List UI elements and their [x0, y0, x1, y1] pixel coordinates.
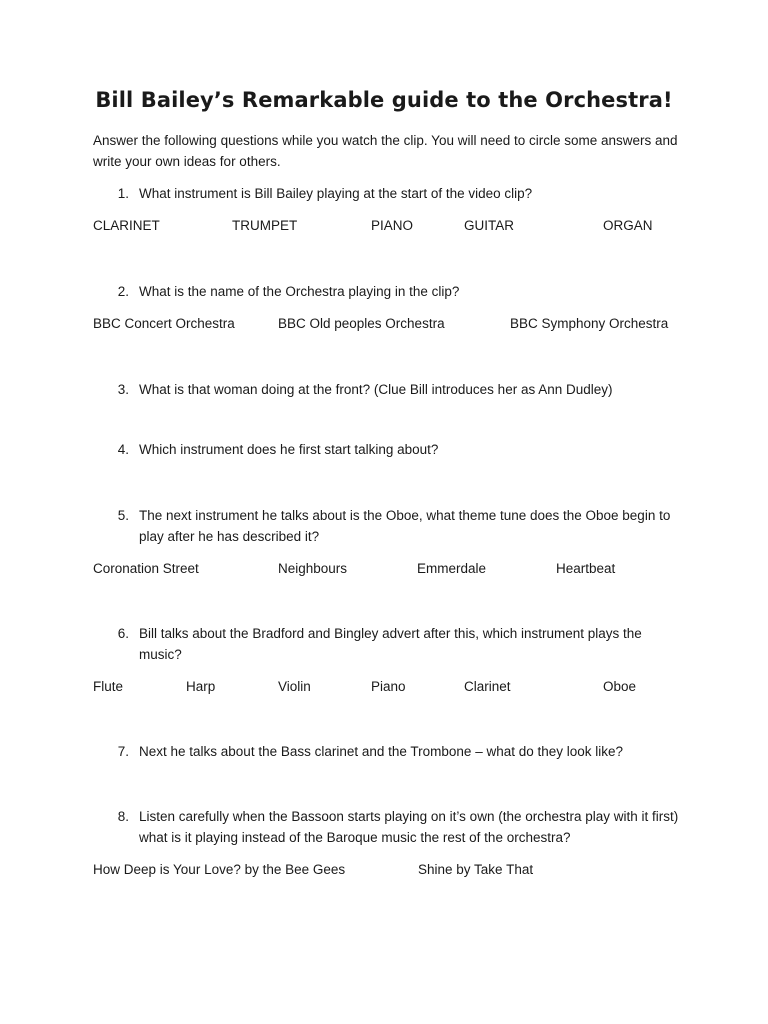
- answer-option[interactable]: Flute: [93, 679, 124, 694]
- question-text: Bill talks about the Bradford and Bingley advert after this, which instrument plays the music?: [139, 626, 642, 662]
- question-number: 1.: [117, 186, 129, 201]
- question-number: 6.: [117, 626, 129, 641]
- answer-option[interactable]: How Deep is Your Love? by the Bee Gees: [93, 862, 346, 877]
- question-number: 4.: [117, 442, 129, 457]
- answer-option[interactable]: Violin: [278, 679, 311, 694]
- answer-option[interactable]: Oboe: [603, 679, 637, 694]
- question-number: 3.: [117, 382, 129, 397]
- question-number: 2.: [117, 284, 129, 299]
- question-number: 7.: [117, 744, 129, 759]
- instructions: Answer the following questions while you watch the clip. You will need to circle some answers and write your own ideas for others.: [93, 133, 678, 169]
- answer-option[interactable]: Heartbeat: [556, 561, 616, 576]
- question-text: The next instrument he talks about is the Oboe, what theme tune does the Oboe begin to play after he has described it?: [139, 508, 671, 544]
- answer-option[interactable]: BBC Concert Orchestra: [93, 316, 235, 331]
- answer-option[interactable]: Coronation Street: [93, 561, 199, 576]
- answer-option[interactable]: CLARINET: [93, 218, 160, 233]
- question-text: What is the name of the Orchestra playing in the clip?: [139, 284, 460, 299]
- answer-option[interactable]: GUITAR: [464, 218, 514, 233]
- question-text: Which instrument does he first start talking about?: [139, 442, 439, 457]
- question-number: 5.: [117, 508, 129, 523]
- answer-option[interactable]: Harp: [186, 679, 216, 694]
- page-title: Bill Bailey’s Remarkable guide to the Orchestra!: [95, 88, 673, 112]
- answer-option[interactable]: PIANO: [371, 218, 414, 233]
- answer-option[interactable]: ORGAN: [603, 218, 653, 233]
- answer-option[interactable]: Clarinet: [464, 679, 511, 694]
- question-text: Next he talks about the Bass clarinet and the Trombone – what do they look like?: [139, 744, 624, 759]
- answer-option[interactable]: Emmerdale: [417, 561, 487, 576]
- answer-option[interactable]: TRUMPET: [232, 218, 298, 233]
- answer-option[interactable]: Shine by Take That: [418, 862, 534, 877]
- question-number: 8.: [117, 809, 129, 824]
- answer-option[interactable]: Neighbours: [278, 561, 348, 576]
- question-text: What instrument is Bill Bailey playing at the start of the video clip?: [139, 186, 533, 201]
- answer-option[interactable]: Piano: [371, 679, 406, 694]
- question-text: Listen carefully when the Bassoon starts playing on it’s own (the orchestra play with it first) what is it playing instead of the Baroque music the rest of the orchestra?: [139, 809, 679, 845]
- question-text: What is that woman doing at the front? (Clue Bill introduces her as Ann Dudley): [139, 382, 613, 397]
- answer-option[interactable]: BBC Old peoples Orchestra: [278, 316, 445, 331]
- answer-option[interactable]: BBC Symphony Orchestra: [510, 316, 669, 331]
